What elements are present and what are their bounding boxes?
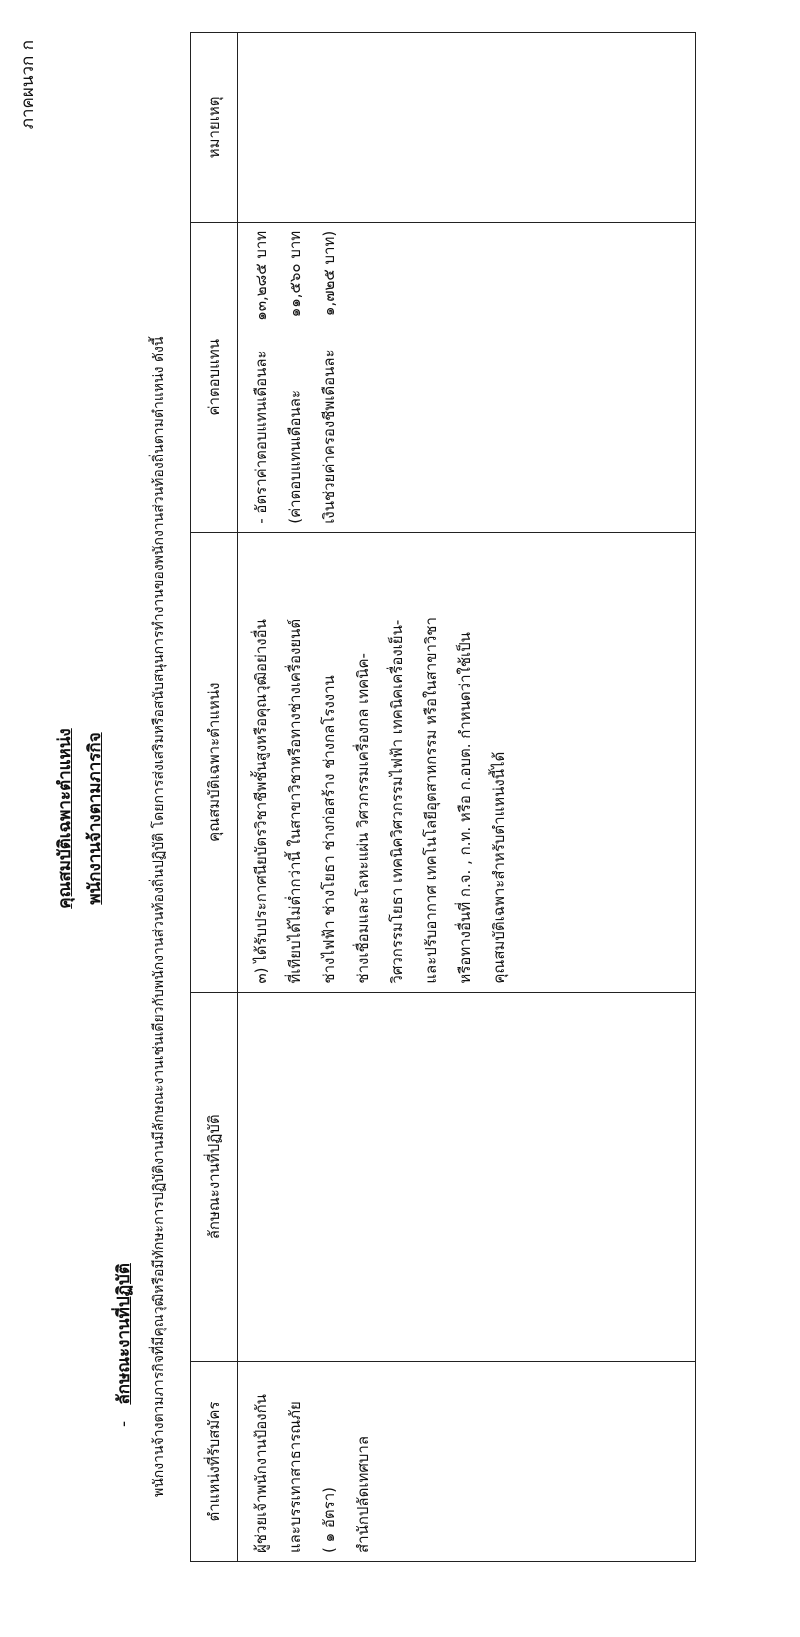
qualification-line: ๓) ได้รับประกาศนียบัตรวิชาชีพชั้นสูงหรือคุณวุฒิอย่างอื่น bbox=[252, 619, 270, 984]
pay-label: เงินช่วยค่าครองชีพเดือนละ bbox=[320, 349, 338, 524]
qualification-line: หรือทางอื่นที่ ก.จ. , ก.ท. หรือ ก.อบต. กำหนดว่าใช้เป็น bbox=[456, 632, 474, 984]
remarks-cell bbox=[238, 33, 696, 223]
section-heading-text: ลักษณะงานที่ปฏิบัติ bbox=[114, 1263, 134, 1405]
pay-label: - อัตราค่าตอบแทนเดือนละ bbox=[252, 350, 270, 524]
qualification-line: ช่างเชื่อมและโลหะแผ่น วิศวกรรมเครื่องกล เทคนิค- bbox=[354, 653, 372, 984]
qualification-line: วิศวกรรมโยธา เทคนิควิศวกรรมไฟฟ้า เทคนิคเครื่องเย็น- bbox=[388, 619, 406, 984]
appendix-label: ภาคผนวก ก bbox=[18, 40, 38, 130]
qualification-line: และปรับอากาศ เทคโนโลยีอุตสาหกรรม หรือในสาขาวิชา bbox=[422, 617, 440, 984]
pay-amount: ๑๓,๒๘๕ บาท bbox=[252, 230, 270, 321]
intro-paragraph: พนักงานจ้างตามภารกิจที่มีคุณวุฒิหรือมีทักษะการปฏิบัติงานมีลักษณะงานเช่นเดียวกับพนักงานส่วนท้องถิ่นปฏิบัติ โดยการส่งเสริมหรือสนับสนุนการทำงานของพนักงานส่วนท้องถิ่นตามตำแหน่ง ดังนี้ bbox=[151, 336, 167, 1497]
pay-label: (ค่าตอบแทนเดือนละ bbox=[286, 389, 304, 524]
page-title: คุณสมบัติเฉพาะตำแหน่ง bbox=[55, 728, 75, 909]
qualification-line: ที่เทียบได้ไม่ต่ำกว่านี้ ในสาขาวิชาหรือทางช่างเครื่องยนต์ bbox=[286, 618, 304, 984]
table-row bbox=[238, 33, 696, 1562]
pay-amount: ๑,๗๒๕ บาท) bbox=[320, 230, 338, 317]
position-cell bbox=[238, 1362, 696, 1562]
qualifications-cell bbox=[238, 532, 696, 992]
pay-line bbox=[278, 231, 312, 524]
pay-line bbox=[244, 231, 278, 524]
header-qualifications: คุณสมบัติเฉพาะตำแหน่ง bbox=[191, 532, 238, 992]
title-block bbox=[50, 0, 110, 1637]
pay-amount: ๑๑,๕๖๐ บาท bbox=[286, 230, 304, 318]
header-compensation: ค่าตอบแทน bbox=[191, 222, 238, 532]
position-line: สำนักปลัดเทศบาล bbox=[354, 1435, 372, 1553]
qualification-line: ช่างไฟฟ้า ช่างโยธา ช่างก่อสร้าง ช่างกลโรงงาน bbox=[320, 675, 338, 984]
position-line: ผู้ช่วยเจ้าพนักงานป้องกัน bbox=[252, 1394, 270, 1553]
compensation-cell bbox=[238, 222, 696, 532]
header-duties: ลักษณะงานที่ปฏิบัติ bbox=[191, 992, 238, 1361]
header-position: ตำแหน่งที่รับสมัคร bbox=[191, 1362, 238, 1562]
page-subtitle: พนักงานจ้างตามภารกิจ bbox=[85, 732, 105, 905]
table-header-row bbox=[191, 33, 238, 1562]
duties-cell bbox=[238, 992, 696, 1361]
position-line: ( ๑ อัตรา) bbox=[320, 1487, 338, 1553]
qualification-line: คุณสมบัติเฉพาะสำหรับตำแหน่งนี้ได้ bbox=[490, 751, 508, 984]
pay-line bbox=[312, 231, 346, 524]
position-line: และบรรเทาสาธารณภัย bbox=[286, 1401, 304, 1553]
section-heading bbox=[110, 1263, 137, 1427]
bullet-dash: - bbox=[114, 1420, 134, 1427]
header-remarks: หมายเหตุ bbox=[191, 33, 238, 223]
qualification-table bbox=[190, 32, 696, 1562]
